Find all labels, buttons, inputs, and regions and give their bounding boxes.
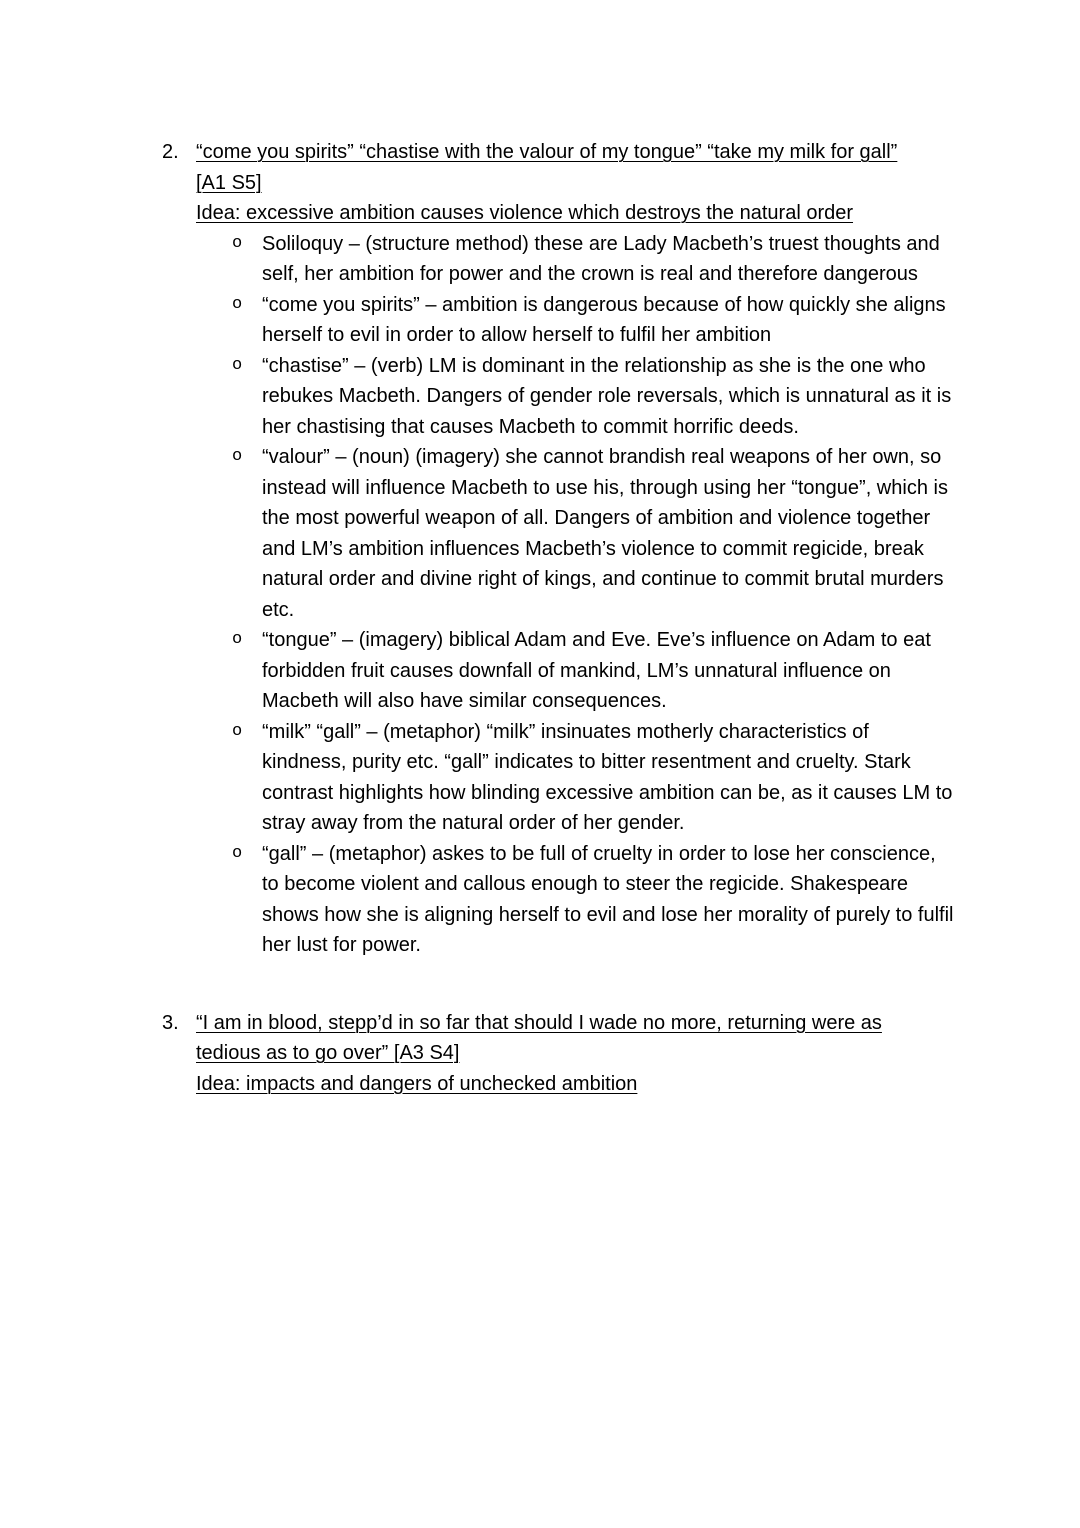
bullet-marker-icon: o <box>232 447 243 466</box>
bullet-text: Soliloquy – (structure method) these are Lady Macbeth’s truest thoughts and self, her ambition for power and the crown is real and therefore dangerous <box>262 232 940 285</box>
bullet-item <box>232 290 1080 351</box>
item-2-quote: “come you spirits” “chastise with the valour of my tongue” “take my milk for gall” [A1 S5] <box>196 141 898 194</box>
item-2-bullet-list <box>162 229 1080 961</box>
bullet-item <box>232 717 1080 839</box>
bullet-text: “tongue” – (imagery) biblical Adam and Eve. Eve’s influence on Adam to eat forbidden fruit causes downfall of mankind, LM’s unnatural influence on Macbeth will also have similar consequences. <box>262 629 931 712</box>
bullet-item <box>232 839 1080 961</box>
bullet-marker-icon: o <box>232 630 243 649</box>
bullet-item <box>232 442 1080 625</box>
note-item-2 <box>162 137 1080 961</box>
bullet-marker-icon: o <box>232 721 243 741</box>
item-3-idea: Idea: impacts and dangers of unchecked ambition <box>196 1072 638 1095</box>
item-2-number: 2. <box>162 141 179 163</box>
item-2-heading-text <box>196 137 906 229</box>
bullet-marker-icon: o <box>232 294 243 314</box>
item-2-heading <box>162 137 1080 229</box>
bullet-marker-icon: o <box>232 843 243 863</box>
bullet-item <box>232 229 1080 290</box>
bullet-text: “milk” “gall” – (metaphor) “milk” insinuates motherly characteristics of kindness, purity etc. “gall” indicates to bitter resentment and cruelty. Stark contrast highlights how blinding excessive ambition can be, as it causes LM to stray away from the natural order of her gender. <box>262 720 953 834</box>
bullet-text: “valour” – (noun) (imagery) she cannot brandish real weapons of her own, so instead will influence Macbeth to use his, through using her “tongue”, which is the most powerful weapon of all. Dangers of ambition and violence together and LM’s ambition influences Macbeth’s violence to commit regicide, break natural order and divine right of kings, and continue to commit brutal murders etc. <box>262 446 948 621</box>
item-3-quote: “I am in blood, stepp’d in so far that should I wade no more, returning were as tedious as to go over” [A3 S4] <box>196 1011 882 1064</box>
bullet-marker-icon: o <box>232 355 243 375</box>
item-3-number: 3. <box>162 1011 179 1034</box>
bullet-text: “come you spirits” – ambition is dangerous because of how quickly she aligns herself to evil in order to allow herself to fulfil her ambition <box>262 293 946 346</box>
item-3-heading-text <box>196 1008 906 1100</box>
bullet-item <box>232 625 1080 717</box>
bullet-marker-icon: o <box>232 233 243 253</box>
bullet-text: “chastise” – (verb) LM is dominant in the relationship as she is the one who rebukes Macbeth. Dangers of gender role reversals, which is unnatural as it is her chastising that causes Macbeth to commit horrific deeds. <box>262 354 952 438</box>
item-3-heading <box>162 1008 1080 1100</box>
bullet-item <box>232 351 1080 443</box>
bullet-text: “gall” – (metaphor) askes to be full of cruelty in order to lose her conscience, to become violent and callous enough to steer the regicide. Shakespeare shows how she is aligning herself to evil and lose her morality of purely to fulfil her lust for power. <box>262 842 954 956</box>
item-2-idea: Idea: excessive ambition causes violence which destroys the natural order <box>196 202 854 224</box>
note-item-3 <box>162 1008 1080 1100</box>
